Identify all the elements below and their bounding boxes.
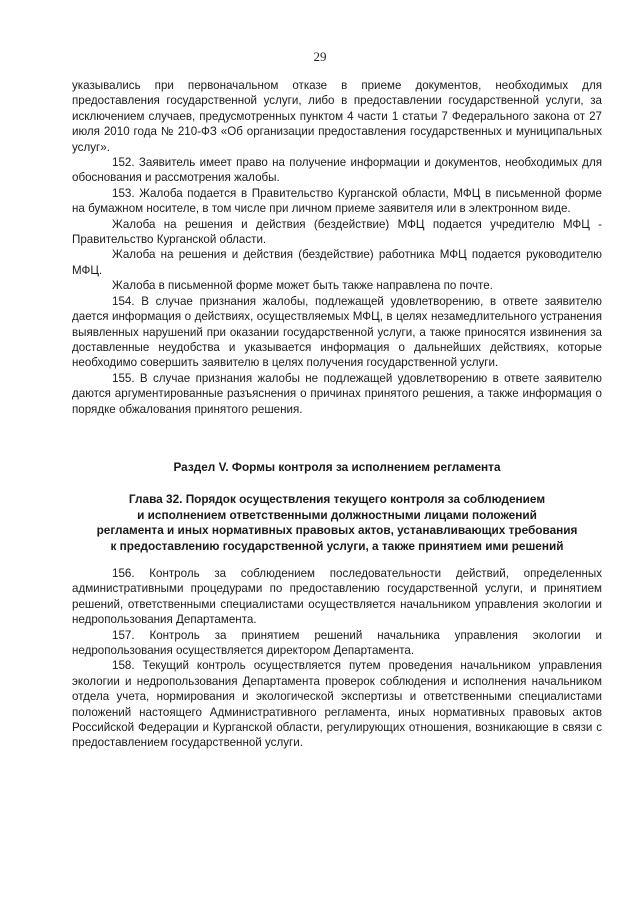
chapter-heading-line: регламента и иных нормативных правовых актов, устанавливающих требования [96,523,578,538]
chapter-heading [72,492,602,554]
paragraph: Жалоба на решения и действия (бездействие) работника МФЦ подается руководителю МФЦ. [72,248,602,277]
paragraph-158: 158. Текущий контроль осуществляется путем проведения начальником управления экологии и недропользования Департамента проверок соблюдения и исполнения начальником отдела учета, нормирования и экологической экспертизы и ответственными специалистами положений настоящего Административного регламента, иных нормативных правовых актов Российской Федерации и Курганской области, регулирующих отношения, возникающие в связи с предоставлением государственной услуги. [72,659,602,750]
paragraph: Жалоба в письменной форме может быть также направлена по почте. [112,279,493,293]
paragraph-156: 156. Контроль за соблюдением последовательности действий, определенных административными процедурами по предоставлению государственной услуги, и принятием решений, ответственными специалистами осуществляется начальником управления экологии и недропользования Департамента. [72,567,602,627]
paragraph: Жалоба на решения и действия (бездействие) МФЦ подается учредителю МФЦ - Правительство Курганской области. [72,217,602,247]
paragraph-154: 154. В случае признания жалобы, подлежащей удовлетворению, в ответе заявителю дается информация о действиях, осуществляемых МФЦ, в целях незамедлительного устранения выявленных нарушений при оказании государственной услуги, а также приносятся извинения за доставленные неудобства и указывается информация о дальнейших действиях, которые необходимо совершить заявителю в целях получения государственной услуги. [72,294,602,370]
chapter-heading-line: к предоставлению государственной услуги, а также принятием ими решений [110,538,564,553]
paragraph: указывались при первоначальном отказе в приеме документов, необходимых для предоставления государственной услуги, либо в предоставлении государственной услуги, за исключением случаев, предусмотренных пунктом 4 части 1 статьи 7 Федерального закона от 27 июля 2010 года № 210-ФЗ «Об организации предоставления государственных и муниципальных услуг». [72,79,602,154]
paragraph-157: 157. Контроль за принятием решений начальника управления экологии и недропользования осуществляется директором Департамента. [72,628,602,658]
page-number: 29 [313,49,327,64]
paragraph-155: 155. В случае признания жалобы не подлежащей удовлетворению в ответе заявителю даются аргументированные разъяснения о причинах принятого решения, а также информация о порядке обжалования принятого решения. [72,371,602,416]
body-text-top [72,78,602,417]
body-text-bottom [72,566,602,751]
section-heading: Раздел V. Формы контроля за исполнением регламента [173,460,501,474]
chapter-heading-line: Глава 32. Порядок осуществления текущего контроля за соблюдением [128,492,546,506]
paragraph-152: 152. Заявитель имеет право на получение информации и документов, необходимых для обоснования и рассмотрения жалобы. [72,156,602,185]
paragraph-153: 153. Жалоба подается в Правительство Курганской области, МФЦ в письменной форме на бумажном носителе, в том числе при личном приеме заявителя или в электронном виде. [72,186,602,216]
chapter-heading-line: и исполнением ответственными должностными лицами положений [137,507,537,522]
